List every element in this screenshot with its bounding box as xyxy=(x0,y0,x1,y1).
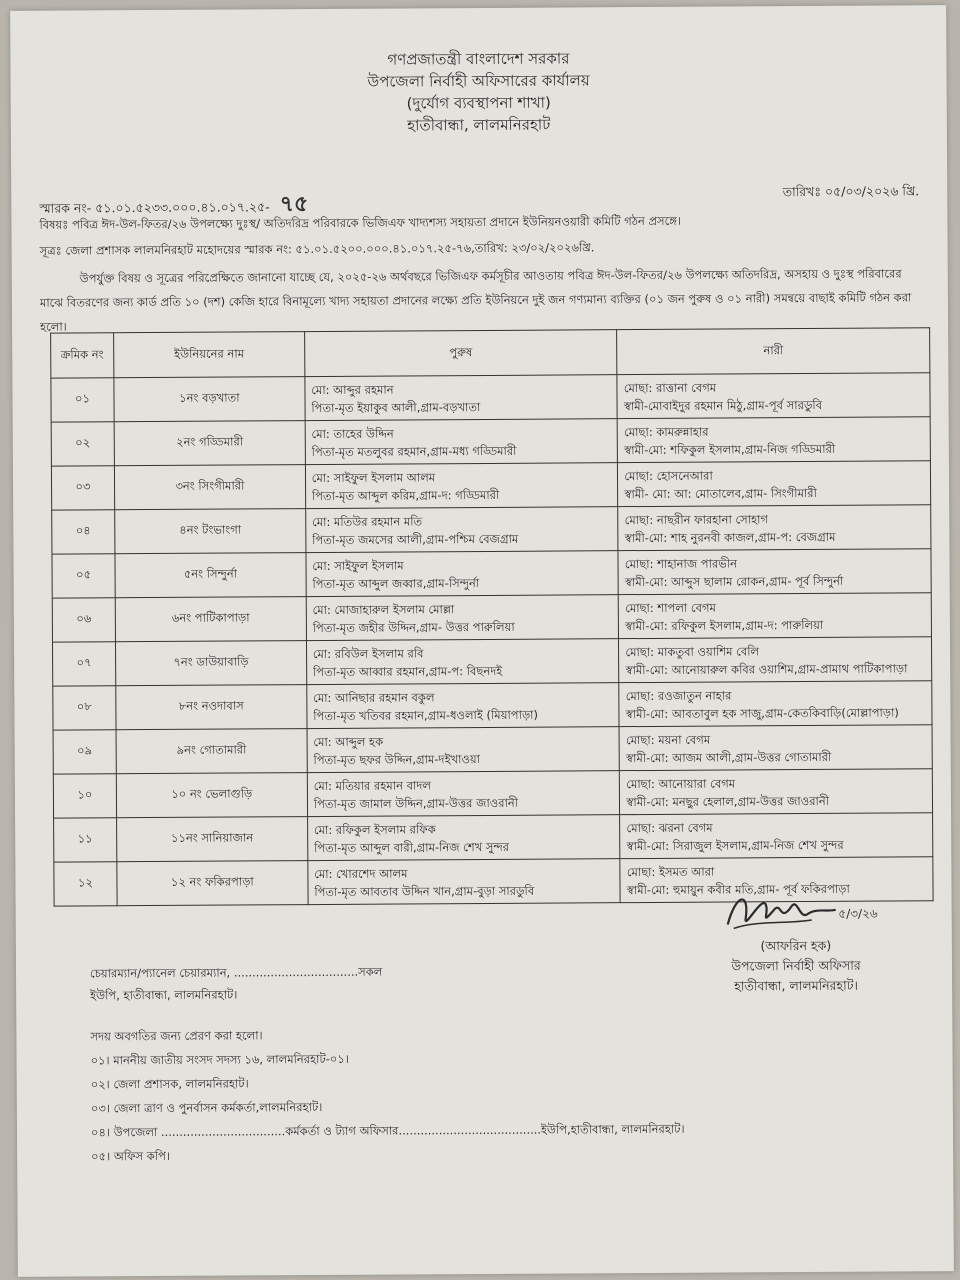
serial-number: ০৬ xyxy=(76,611,92,626)
female-member-name: মোছা: ঝরনা বেগম xyxy=(626,820,713,835)
serial-cell xyxy=(54,862,117,906)
union-name: ১১নং সানিয়াজান xyxy=(170,830,254,845)
serial-cell xyxy=(52,642,115,686)
serial-number: ০৫ xyxy=(76,567,92,582)
copy-item: ০২। জেলা প্রশাসক, লালমনিরহাট। xyxy=(90,1076,249,1092)
letterhead xyxy=(10,45,947,139)
serial-number: ০১ xyxy=(74,391,90,406)
female-member-name: মোছা: শাপলা বেগম xyxy=(625,600,716,615)
signatory-name: (আফরিন হক) xyxy=(760,937,832,954)
recipient-line-2: ইউপি, হাতীবান্ধা, লালমনিরহাট। xyxy=(90,987,238,1003)
male-member-detail: পিতা-মৃত খতিবর রহমান,গ্রাম-ধওলাই (মিয়াপাড়া) xyxy=(313,707,538,723)
male-member-cell xyxy=(305,419,618,465)
male-member-cell xyxy=(306,639,619,685)
signatory-location: হাতীবান্ধা, লালমনিরহাট। xyxy=(734,977,859,994)
female-member-name: মোছা: রাত্তানা বেগম xyxy=(623,380,717,395)
table-row xyxy=(53,725,932,774)
union-name: ৭নং ডাউয়াবাড়ি xyxy=(173,654,249,669)
serial-number: ০৯ xyxy=(77,743,93,758)
table-row xyxy=(52,505,931,554)
signatory-title: উপজেলা নির্বাহী অফিসার xyxy=(731,957,861,974)
table-row xyxy=(53,681,932,730)
table-row xyxy=(52,637,931,686)
union-cell xyxy=(116,773,307,818)
female-member-detail: স্বামী-মো: আজম আলী,গ্রাম-উত্তর গোতামারী xyxy=(626,749,832,765)
union-name: ৫নং সিন্দুর্না xyxy=(183,566,238,581)
male-member-detail: পিতা-মৃত জমসের আলী,গ্রাম-পশ্চিম বেজগ্রাম xyxy=(312,531,519,547)
location-title: হাতীবান্ধা, লালমনিরহাট xyxy=(407,115,551,135)
union-name: ৪নং টংভাংগা xyxy=(179,522,242,537)
table-row xyxy=(52,593,931,642)
header-serial: ক্রমিক নং xyxy=(51,333,114,378)
male-member-name: মো: আব্দুল হক xyxy=(313,734,384,749)
serial-cell xyxy=(51,422,114,466)
serial-cell xyxy=(52,510,115,554)
female-member-name: মোছা: শাহানাজ পারভীন xyxy=(624,555,738,571)
union-cell xyxy=(114,377,305,422)
union-cell xyxy=(116,729,307,774)
female-member-name: মোছা: ময়না বেগম xyxy=(625,732,711,747)
union-cell xyxy=(115,553,306,598)
male-member-cell xyxy=(305,507,618,553)
serial-number: ০৮ xyxy=(76,699,92,714)
serial-number: ১২ xyxy=(77,875,93,890)
government-title: গণপ্রজাতন্ত্রী বাংলাদেশ সরকার xyxy=(387,49,570,69)
female-member-cell xyxy=(619,725,932,771)
female-member-name: মোছা: রওজাতুন নাহার xyxy=(625,687,732,703)
table-row xyxy=(53,769,932,818)
male-member-name: মো: সাইফুল ইসলাম আলম xyxy=(311,469,436,485)
copy-distribution xyxy=(90,1021,684,1169)
branch-title: (দুর্যোগ ব্যবস্থাপনা শাখা) xyxy=(406,93,551,113)
union-name: ৬নং পাটিকাপাড়া xyxy=(171,610,250,625)
female-member-cell xyxy=(619,681,932,727)
male-member-detail: পিতা-মৃত ছফর উদ্দিন,গ্রাম-দইখাওয়া xyxy=(313,751,481,767)
serial-cell xyxy=(54,818,117,862)
serial-number: ১০ xyxy=(77,787,93,802)
union-name: ১নং বড়খাতা xyxy=(179,390,240,405)
union-cell xyxy=(115,641,306,686)
memo-number: স্মারক নং- ৫১.০১.৫২৩৩.০০০.৪১.০১৭.২৫- xyxy=(39,199,270,216)
male-member-detail: পিতা-মৃত আব্দুল করিম,গ্রাম-দ: গড্ডিমারী xyxy=(311,487,500,503)
female-member-name: মোছা: হোসনেআরা xyxy=(624,468,713,483)
female-member-cell xyxy=(618,505,931,551)
serial-cell xyxy=(52,554,115,598)
serial-cell xyxy=(52,598,115,642)
male-member-name: মো: আনিছার রহমান বকুল xyxy=(313,689,435,705)
male-member-name: মো: মোজাহারুল ইসলাম মোল্লা xyxy=(312,601,455,617)
source-line: সূত্রঃ জেলা প্রশাসক লালমনিরহাট মহোদয়ের স্মারক নং: ৫১.০১.৫২০০.০০০.৪১.০১৭.২৫-৭৬,তারিখ: ২৩/০২/২০২৬খ্রি. xyxy=(39,240,595,258)
union-cell xyxy=(114,465,305,510)
male-member-name: মো: খোরশেদ আলম xyxy=(314,865,408,881)
union-cell xyxy=(114,421,305,466)
table-row xyxy=(51,461,930,510)
female-member-detail: স্বামী-মো: আব্দুস ছালাম রোকন,গ্রাম- পূর্ব সিন্দুর্না xyxy=(624,573,844,589)
document-page xyxy=(10,5,954,1277)
male-member-cell xyxy=(308,859,621,905)
copy-item: ০৫। অফিস কপি। xyxy=(91,1148,171,1164)
female-member-cell xyxy=(618,549,931,595)
female-member-detail: স্বামী-মো: আবতাবুল হক সাজু,গ্রাম-কেতকিবাড়ি(মোল্লাপাড়া) xyxy=(625,704,899,721)
union-name: ৩নং সিংগীমারী xyxy=(175,478,245,493)
male-member-name: মো: রবিউল ইসলাম রবি xyxy=(312,645,424,661)
male-member-detail: পিতা-মৃত আব্বার রহমান,গ্রাম-প: বিছনদই xyxy=(312,663,503,679)
serial-cell xyxy=(53,686,116,730)
union-name: ১২ নং ফকিরপাড়া xyxy=(170,874,254,889)
female-member-detail: স্বামী-মোবাইদুর রহমান মিঠু,গ্রাম-পূর্ব সারডুবি xyxy=(623,397,823,413)
serial-number: ০৩ xyxy=(75,479,91,494)
union-cell xyxy=(115,597,306,642)
female-member-detail: স্বামী-মো: মনছুর হেলাল,গ্রাম-উত্তর জাওরানী xyxy=(626,793,830,809)
male-member-cell xyxy=(307,727,620,773)
office-title: উপজেলা নির্বাহী অফিসারের কার্যালয় xyxy=(367,71,590,91)
serial-number: ০২ xyxy=(75,435,91,450)
male-member-detail: পিতা-মৃত আব্দুল জব্বার,গ্রাম-সিন্দুর্না xyxy=(312,575,480,591)
subject-line: বিষয়ঃ পবিত্র ঈদ-উল-ফিতর/২৬ উপলক্ষ্যে দুঃস্থ/ অতিদরিদ্র পরিবারকে ভিজিএফ খাদ্যশস্য সহায়তা প্রদানে ইউনিয়নওয়ারী কমিটি গঠন প্রসঙ্গে। xyxy=(39,213,682,232)
signature-date: ৫/৩/২৬ xyxy=(838,906,878,921)
table-row xyxy=(51,417,930,466)
table-row xyxy=(51,373,930,422)
copy-item: ০৩। জেলা ত্রাণ ও পুনর্বাসন কর্মকর্তা,লালমনিরহাট। xyxy=(90,1099,323,1116)
serial-cell xyxy=(51,378,114,422)
table-row xyxy=(54,813,933,862)
female-member-name: মোছা: আনোয়ারা বেগম xyxy=(626,775,736,791)
union-cell xyxy=(116,817,307,862)
male-member-name: মো: সাইফুল ইসলাম xyxy=(312,557,404,573)
female-member-cell xyxy=(620,769,933,815)
union-name: ১০ নং ভেলাগুড়ি xyxy=(171,786,253,801)
committee-table xyxy=(50,327,933,906)
female-member-cell xyxy=(619,593,932,639)
female-member-detail: স্বামী-মো: আনোয়ারুল কবির ওয়াশিম,গ্রাম-প্রামাথ পাটিকাপাড়া xyxy=(625,660,908,677)
male-member-cell xyxy=(305,463,618,509)
female-member-detail: স্বামী-মো: শফিকুল ইসলাম,গ্রাম-নিজ গড্ডিমারী xyxy=(624,441,836,457)
male-member-detail: পিতা-মৃত ইয়াকুব আলী,গ্রাম-বড়খাতা xyxy=(311,399,481,415)
male-member-detail: পিতা-মৃত মতলুবর রহমান,গ্রাম-মধ্য গড্ডিমারী xyxy=(311,443,517,459)
handwritten-memo-number: ৭৫ xyxy=(279,192,309,218)
union-name: ৮নং নওদাবাস xyxy=(178,698,244,713)
male-member-detail: পিতা-মৃত আবতাব উদ্দিন খান,গ্রাম-বুড়া সারডুবি xyxy=(314,883,535,899)
copy-item: ০৪। উপজেলা ..................................কর্মকর্তা ও ট্যাগ অফিসার.......................................ইউপি,হাতীবান্ধা, লালমনিরহাট। xyxy=(90,1121,685,1140)
copy-item: ০১। মাননীয় জাতীয় সংসদ সদস্য ১৬, লালমনিরহাট-০১। xyxy=(90,1051,349,1068)
female-member-name: মোছা: নাছরীন ফারহানা সোহাগ xyxy=(624,511,769,527)
table-row xyxy=(52,549,931,598)
male-member-cell xyxy=(306,551,619,597)
female-member-detail: স্বামী-মো: শাহ নুরনবী কাজল,গ্রাম-প: বেজগ্রাম xyxy=(624,529,836,545)
intro-paragraph: উপর্যুক্ত বিষয় ও সূত্রের পরিপ্রেক্ষিতে জানানো যাচ্ছে যে, ২০২৫-২৬ অর্থবছরে ভিজিএফ কর্মসূচীর আওতায় পবিত্র ঈদ-উল-ফিতর/২৬ উপলক্ষ্যে অতিদরিদ্র, অসহায় ও দুঃস্থ পরিবারের মাঝে বিতরণের জন্য কার্ড প্রতি ১০ (দশ) কেজি হারে বিনামূল্যে খাদ্য সহায়তা প্রদানের লক্ষ্যে প্রতি ইউনিয়নে দুই জন গণ্যমান্য ব্যক্তির (০১ জন পুরুষ ও ০১ নারী) সমন্বয়ে বাছাই কমিটি গঠন করা হলো। xyxy=(39,266,912,334)
union-cell xyxy=(116,685,307,730)
union-name: ৯নং গোতামারী xyxy=(176,742,247,757)
serial-number: ১১ xyxy=(77,831,93,846)
male-member-detail: পিতা-মৃত আব্দুল বারী,গ্রাম-নিজ শেখ সুন্দর xyxy=(313,839,510,855)
serial-cell xyxy=(53,774,116,818)
serial-cell xyxy=(53,730,116,774)
male-member-name: মো: মতিউর রহমান মতি xyxy=(312,513,423,529)
male-member-name: মো: মতিয়ার রহমান বাদল xyxy=(313,777,431,793)
female-member-cell xyxy=(619,637,932,683)
female-member-cell xyxy=(620,813,933,859)
male-member-detail: পিতা-মৃত জামাল উদ্দিন,গ্রাম-উত্তর জাওরানী xyxy=(313,795,519,811)
male-member-name: মো: আব্দুর রহমান xyxy=(311,382,394,397)
female-member-detail: স্বামী-মো: সিরাজুল ইসলাম,গ্রাম-নিজ শেখ সুন্দর xyxy=(626,837,844,853)
female-member-detail: স্বামী-মো: রফিকুল ইসলাম,গ্রাম-দ: পারুলিয়া xyxy=(625,617,824,633)
female-member-detail: স্বামী- মো: আ: মোতালেব,গ্রাম- সিংগীমারী xyxy=(624,485,817,501)
recipient-block xyxy=(90,961,383,1007)
female-member-name: মোছা: ইসমত আরা xyxy=(626,864,715,879)
header-union: ইউনিয়নের নাম xyxy=(114,332,305,378)
table-body xyxy=(51,373,933,906)
header-female: নারী xyxy=(617,328,930,375)
male-member-cell xyxy=(305,375,618,421)
memo-date: তারিখঃ ০৫/০৩/২০২৬ খ্রি. xyxy=(782,183,920,200)
male-member-detail: পিতা-মৃত জহীর উদ্দিন,গ্রাম- উত্তর পারুলিয়া xyxy=(312,619,515,635)
union-name: ২নং গড্ডিমারী xyxy=(176,434,244,449)
male-member-cell xyxy=(307,815,620,861)
female-member-detail: স্বামী-মো: হুমায়ুন কবীর মতি,গ্রাম- পূর্ব ফকিরপাড়া xyxy=(626,881,850,897)
union-cell xyxy=(117,861,308,906)
male-member-cell xyxy=(306,595,619,641)
female-member-cell xyxy=(618,417,931,463)
female-member-name: মোছা: কামরুন্নাহার xyxy=(624,424,709,439)
signature-block xyxy=(675,883,916,996)
male-member-name: মো: রফিকুল ইসলাম রফিক xyxy=(313,821,436,837)
male-member-cell xyxy=(307,683,620,729)
serial-cell xyxy=(51,466,114,510)
female-member-cell xyxy=(618,461,931,507)
serial-number: ০৪ xyxy=(75,523,91,538)
female-member-name: মোছা: মাকতুবা ওয়াশিম বেলি xyxy=(625,643,760,659)
header-male: পুরুষ xyxy=(304,330,617,377)
male-member-name: মো: তাহের উদ্দিন xyxy=(311,426,394,441)
copy-intro: সদয় অবগতির জন্য প্রেরণ করা হলো। xyxy=(90,1028,263,1044)
recipient-line-1: চেয়ারম্যান/প্যানেল চেয়ারম্যান, ..................................সকল xyxy=(89,964,383,981)
union-cell xyxy=(115,509,306,554)
serial-number: ০৭ xyxy=(76,655,92,670)
male-member-cell xyxy=(307,771,620,817)
table-header-row xyxy=(51,328,930,378)
female-member-cell xyxy=(617,373,930,419)
